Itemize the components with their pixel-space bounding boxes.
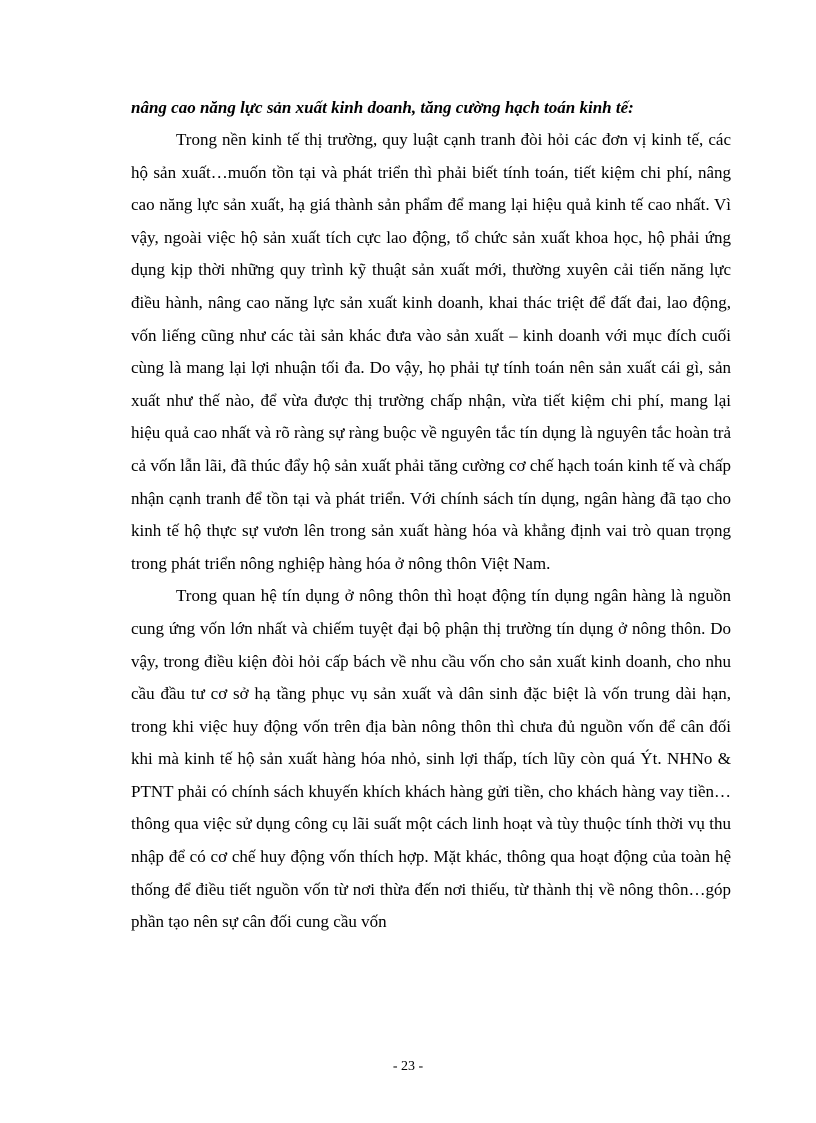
paragraph-1: Trong nền kinh tế thị trường, quy luật cạnh tranh đòi hỏi các đơn vị kinh tế, các hộ sản xuất…muốn tồn tại và phát triển thì phải biết tính toán, tiết kiệm chi phí, nâng cao năng lực sản xuất, hạ giá thành sản phẩm để mang lại hiệu quả kinh tế cao nhất. Vì vậy, ngoài việc hộ sản xuất tích cực lao động, tổ chức sản xuất khoa học, hộ phải ứng dụng kịp thời những quy trình kỹ thuật sản xuất mới, thường xuyên cải tiến năng lực điều hành, nâng cao năng lực sản xuất kinh doanh, khai thác triệt để đất đai, lao động, vốn liếng cũng như các tài sản khác đưa vào sản xuất – kinh doanh với mục đích cuối cùng là mang lại lợi nhuận tối đa. Do vậy, họ phải tự tính toán nên sản xuất cái gì, sản xuất như thế nào, để vừa được thị trường chấp nhận, vừa tiết kiệm chi phí, mang lại hiệu quả cao nhất và rõ ràng sự ràng buộc về nguyên tắc tín dụng là nguyên tắc hoàn trả cả vốn lẫn lãi, đã thúc đẩy hộ sản xuất phải tăng cường cơ chế hạch toán kinh tế và chấp nhận cạnh tranh để tồn tại và phát triển. Với chính sách tín dụng, ngân hàng đã tạo cho kinh tế hộ thực sự vươn lên trong sản xuất hàng hóa và khẳng định vai trò quan trọng trong phát triển nông nghiệp hàng hóa ở nông thôn Việt Nam. bbox=[131, 130, 731, 573]
paragraph-2: Trong quan hệ tín dụng ở nông thôn thì hoạt động tín dụng ngân hàng là nguồn cung ứng vốn lớn nhất và chiếm tuyệt đại bộ phận thị trường tín dụng ở nông thôn. Do vậy, trong điều kiện đòi hỏi cấp bách về nhu cầu vốn cho sản xuất kinh doanh, cho nhu cầu đầu tư cơ sở hạ tầng phục vụ sản xuất và dân sinh đặc biệt là vốn trung dài hạn, trong khi việc huy động vốn trên địa bàn nông thôn thì chưa đủ nguồn vốn để cân đối khi mà kinh tế hộ sản xuất hàng hóa nhỏ, sinh lợi thấp, tích lũy còn quá Ýt. NHNo & PTNT phải có chính sách khuyến khích khách hàng gửi tiền, cho khách hàng vay tiền…thông qua việc sử dụng công cụ lãi suất một cách linh hoạt và tùy thuộc tính thời vụ thu nhập để có cơ chế huy động vốn thích hợp. Mặt khác, thông qua hoạt động của toàn hệ thống để điều tiết nguồn vốn từ nơi thừa đến nơi thiếu, từ thành thị về nông thôn…góp phần tạo nên sự cân đối cung cầu vốn bbox=[131, 586, 731, 932]
page-body bbox=[131, 92, 731, 939]
section-heading: nâng cao năng lực sản xuất kinh doanh, tăng cường hạch toán kinh tế: bbox=[131, 98, 634, 117]
page-number: - 23 - bbox=[392, 1059, 424, 1074]
